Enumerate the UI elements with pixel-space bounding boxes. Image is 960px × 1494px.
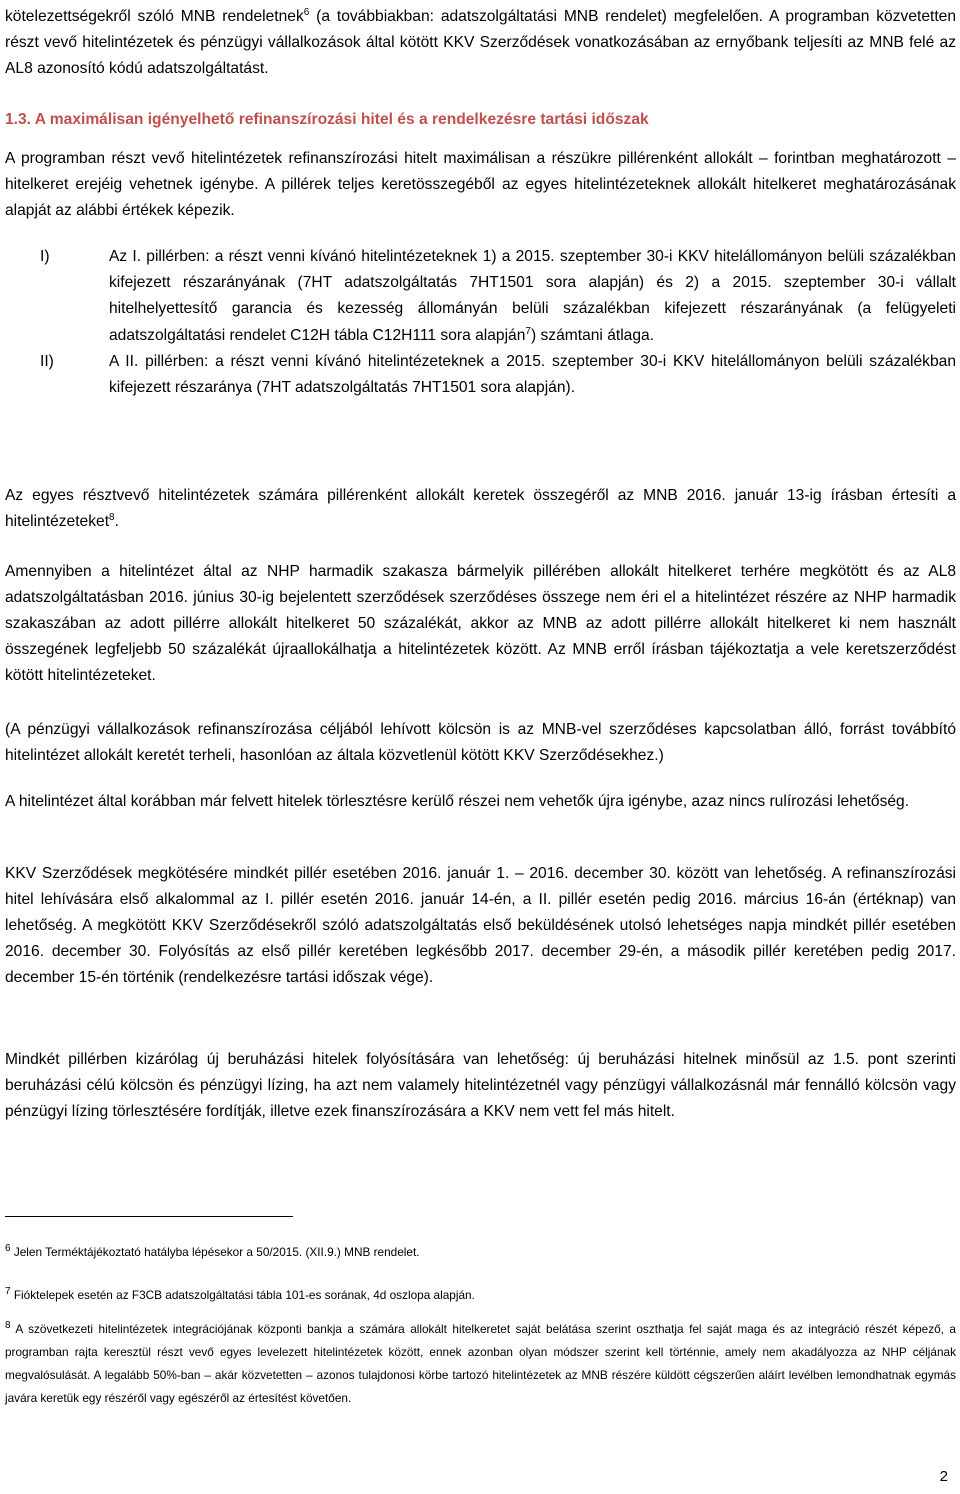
paragraph-new-investment-loans: Mindkét pillérben kizárólag új beruházási hitelek folyósítására van lehetőség: új beruházási hitelnek minősül az 1.5. pont szerinti beruházási célú kölcsön és pénzügyi lízing, ha azt nem valamely hitelintézetnél vagy pénzügyi vállalkozásnál már fennálló kölcsön vagy pénzügyi lízing törlesztésére fordítják, illetve ezek finanszírozására a KKV nem vett fel más hitelt.: [5, 1051, 956, 1120]
footnote-number: 6: [5, 1243, 11, 1255]
paragraph-pillar-intro: A programban részt vevő hitelintézetek refinanszírozási hitelt maximálisan a részükre pillérenként allokált – forintban meghatározott – hitelkeret erejéig vehetnek igénybe. A pillérek teljes keretösszegéből az egyes hitelintézeteknek allokált hitelkeret meghatározásának alapját az alábbi értékek képezik.: [5, 150, 956, 219]
list-item-pillar-2: [5, 349, 956, 401]
paragraph-deadlines: KKV Szerződések megkötésére mindkét pillér esetében 2016. január 1. – 2016. december 30. között van lehetőség. A refinanszírozási hitel lehívására első alkalommal az I. pillér esetén 2016. január 14-én, a II. pillér esetén pedig 2016. március 16-án (értéknap) van lehetőség. A megkötött KKV Szerződésekről szóló adatszolgáltatás első beküldésének utolsó lehetséges napja mindkét pillér esetében 2016. december 30. Folyósítás az első pillér keretében legkésőbb 2017. december 29-én, a második pillér keretében pedig 2017. december 15-én történik (rendelkezésre tartási időszak vége).: [5, 865, 956, 986]
list-item-number: I): [40, 248, 50, 265]
list-item-text-end: ) számtani átlaga.: [530, 326, 655, 344]
section-heading: 1.3. A maximálisan igényelhető refinanszírozási hitel és a rendelkezésre tartási időszak: [5, 111, 649, 128]
footnote-ref-7[interactable]: 7: [525, 325, 531, 337]
list-item-number: II): [40, 352, 54, 370]
paragraph-intro-text: kötelezettségekről szóló MNB rendeletnek: [5, 8, 304, 25]
list-item-pillar-1: [5, 244, 956, 349]
paragraph-allocation-text: Az egyes résztvevő hitelintézetek számára pillérenként allokált keretek összegéről az MNB 2016. január 13-ig írásban értesíti a hitelintézeteket: [5, 487, 956, 530]
paragraph-financial-enterprises: (A pénzügyi vállalkozások refinanszírozása céljából lehívott kölcsön is az MNB-vel szerződéses kapcsolatban álló, forrást továbbító hitelintézet allokált keretét terheli, hasonlóan az általa közvetlenül kötött KKV Szerződésekhez.): [5, 721, 956, 764]
footnote-text: A szövetkezeti hitelintézetek integrációjának központi bankja a számára allokált hitelkeretet saját belátása szerint oszthatja fel saját maga és az integráció részét képező, a programban rajta keresztül részt vevő egyes levelezett hitelintézetek között, ennek azonban olyan módszer szerint kell történnie, amely nem akadályozza az NHP céljának megvalósulását. A legalább 50%-ban – akár közvetetten – azonos tulajdonosi körbe tartozó hitelintézetek az MNB részére küldött cégszerűen aláírt levélben lemondhatnak egymás javára keretük egy részéről vagy egészéről az értesítést követően.: [5, 1322, 956, 1405]
footnote-number: 7: [5, 1286, 11, 1298]
footnote-text: Jelen Terméktájékoztató hatályba lépésekor a 50/2015. (XII.9.) MNB rendelet.: [10, 1245, 420, 1259]
paragraph-reallocation: Amennyiben a hitelintézet által az NHP harmadik szakasza bármelyik pillérében allokált hitelkeret terhére megkötött és az AL8 adatszolgáltatásban 2016. június 30-ig bejelentett szerződések szerződéses összege nem éri el a hitelintézet részére az NHP harmadik szakaszában az adott pillérre allokált hitelkeret 50 százalékát, akkor az MNB az adott pillérre allokált hitelkeret ki nem használt összegének legfeljebb 50 százalékát újraallokálhatja a hitelintézetek között. Az MNB erről írásban tájékoztatja a vele keretszerződést kötött hitelintézeteket.: [5, 563, 956, 684]
paragraph-intro: [5, 4, 956, 82]
paragraph-intro-rest: (a továbbiakban: adatszolgáltatási MNB rendelet) megfelelően. A programban közvetetten részt vevő hitelintézetek és pénzügyi vállalkozások által kötött KKV Szerződések vonatkozásában az ernyőbank teljesíti az MNB felé az AL8 azonosító kódú adatszolgáltatást.: [5, 8, 957, 77]
footnote-number: 8: [5, 1320, 11, 1332]
list-item-text: A II. pillérben: a részt venni kívánó hitelintézeteknek a 2015. szeptember 30-i KKV hitelállományon belüli százalékban kifejezett részaránya (7HT adatszolgáltatás 7HT1501 sora alapján).: [109, 352, 956, 397]
paragraph-no-revolving: A hitelintézet által korábban már felvett hitelek törlesztésre kerülő részei nem vehetők újra igénybe, azaz nincs rulírozási lehetőség.: [5, 793, 910, 810]
footnote-7: [5, 1284, 956, 1307]
footnote-separator: [5, 1216, 293, 1217]
paragraph-allocation-end: .: [114, 513, 119, 530]
footnote-8: [5, 1318, 956, 1410]
footnote-text: Fióktelepek esetén az F3CB adatszolgáltatási tábla 101-es sorának, 4d oszlopa alapján.: [10, 1288, 475, 1302]
pillar-list: [5, 244, 956, 401]
footnote-6: [5, 1241, 956, 1264]
footnote-ref-8[interactable]: 8: [109, 511, 115, 523]
list-item-text: Az I. pillérben: a részt venni kívánó hitelintézeteknek 1) a 2015. szeptember 30-i KKV hitelállományon belüli százalékban kifejezett részarányának (7HT adatszolgáltatás 7HT1501 sora alapján) és 2) a 2015. szeptember 30-i vállalt hitelhelyettesítő garancia és kezesség állományán belüli százalékban kifejezett részarányának (a felügyeleti adatszolgáltatási rendelet C12H tábla C12H111 sora alapján: [109, 248, 956, 344]
paragraph-allocation-notice: [5, 483, 956, 535]
footnote-ref-6[interactable]: 6: [303, 6, 310, 18]
page-number: 2: [939, 1468, 948, 1485]
